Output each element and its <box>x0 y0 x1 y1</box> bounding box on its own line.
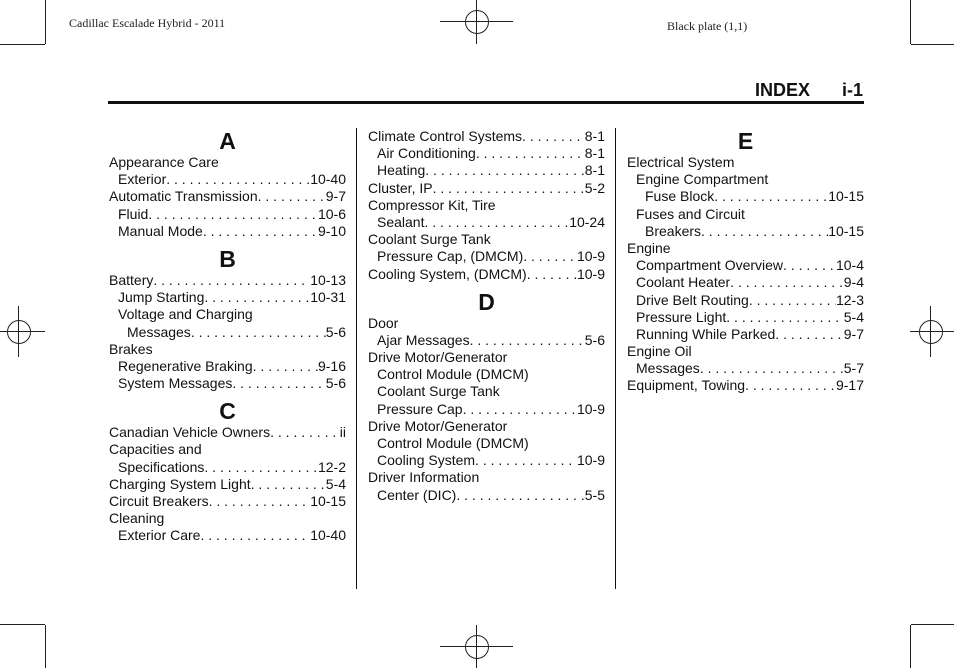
index-entry: Fuses and Circuit <box>636 205 745 222</box>
running-header-title: INDEX <box>754 80 810 100</box>
index-entry: Ajar Messages . . . 5-6 <box>368 332 605 349</box>
index-entry: System Messages . . . 5-6 <box>109 375 346 392</box>
index-entry: Cluster, IP . . . 5-2 <box>368 180 605 197</box>
index-entry: Battery . . . 10-13 <box>109 272 346 289</box>
section-letter-a: A <box>219 128 236 154</box>
running-header-page-number: i-1 <box>841 80 863 100</box>
index-entry: Climate Control Systems . . . 8-1 <box>368 128 605 145</box>
index-entry: Fuse Block . . . 10-15 <box>627 188 864 205</box>
index-entry: Air Conditioning . . . 8-1 <box>368 145 605 162</box>
index-entry: Coolant Heater . . . 9-4 <box>627 274 864 291</box>
index-entry: Control Module (DMCM) <box>377 366 529 383</box>
registration-mark-left-v <box>18 306 19 357</box>
index-entry: Cooling System . . . 10-9 <box>368 452 605 469</box>
index-entry: Equipment, Towing . . . 9-17 <box>627 377 864 394</box>
registration-mark-left <box>7 320 31 344</box>
crop-mark-bottom-left-h <box>0 624 45 625</box>
index-entry: Messages . . . 5-7 <box>627 360 864 377</box>
index-column-1 <box>109 128 346 545</box>
index-entry: Engine Compartment <box>636 171 769 188</box>
index-entry: Center (DIC) . . . 5-5 <box>368 487 605 504</box>
registration-mark-bottom <box>465 635 489 659</box>
index-entry: Exterior Care . . . 10-40 <box>109 527 346 544</box>
section-letter-c: C <box>219 398 236 425</box>
index-entry: Automatic Transmission . . . 9-7 <box>109 188 346 205</box>
index-entry: Driver Information <box>368 469 480 486</box>
crop-mark-top-left-v <box>45 0 46 44</box>
index-entry: Voltage and Charging <box>118 306 253 323</box>
index-entry: Breakers . . . 10-15 <box>627 223 864 240</box>
index-entry: Door <box>368 314 399 331</box>
crop-mark-bottom-right-h <box>911 624 954 625</box>
registration-mark-top-v <box>476 0 477 44</box>
index-entry: Pressure Light . . . 5-4 <box>627 309 864 326</box>
index-entry: Exterior . . . 10-40 <box>109 171 346 188</box>
crop-mark-top-left-h <box>0 44 45 45</box>
index-entry: Running While Parked . . . 9-7 <box>627 326 864 343</box>
index-entry: Compartment Overview . . . 10-4 <box>627 257 864 274</box>
registration-mark-right <box>919 320 943 344</box>
crop-mark-bottom-left-v <box>45 625 46 668</box>
index-entry: Circuit Breakers . . . 10-15 <box>109 493 346 510</box>
index-entry: Regenerative Braking . . . 9-16 <box>109 358 346 375</box>
section-letter-e: E <box>737 128 754 154</box>
index-entry: Electrical System <box>627 154 735 170</box>
index-entry: Control Module (DMCM) <box>377 435 529 451</box>
index-entry: Engine <box>627 239 671 256</box>
index-entry: Coolant Surge Tank <box>368 231 491 248</box>
crop-mark-bottom-right-v <box>910 625 911 668</box>
index-entry: Sealant . . . 10-24 <box>368 214 605 231</box>
index-entry: Appearance Care <box>109 154 219 170</box>
registration-mark-right-v <box>930 306 931 357</box>
index-entry: Capacities and <box>109 441 202 458</box>
index-entry: Specifications . . . 12-2 <box>109 459 346 476</box>
index-entry: Charging System Light . . . 5-4 <box>109 476 346 493</box>
plate-vehicle-label: Cadillac Escalade Hybrid - 2011 <box>69 16 226 30</box>
index-entry: Engine Oil <box>627 343 692 360</box>
index-column-2 <box>368 128 605 504</box>
index-entry: Coolant Surge Tank <box>377 383 500 400</box>
registration-mark-left-h <box>0 331 45 332</box>
index-entry: Canadian Vehicle Owners . . . ii <box>109 424 346 441</box>
registration-mark-top <box>465 10 489 34</box>
index-entry: Jump Starting . . . 10-31 <box>109 289 346 306</box>
column-divider-2 <box>615 128 616 589</box>
header-rule <box>108 101 864 104</box>
section-letter-d: D <box>478 288 495 315</box>
index-entry: Brakes <box>109 340 153 357</box>
index-entry: Drive Motor/Generator <box>368 417 508 434</box>
index-entry: Fluid . . . 10-6 <box>109 206 346 223</box>
index-entry: Drive Belt Routing . . . 12-3 <box>627 292 864 309</box>
index-entry: Cooling System, (DMCM) . . . 10-9 <box>368 266 605 283</box>
index-entry: Pressure Cap, (DMCM) . . . 10-9 <box>368 248 605 265</box>
index-entry: Heating . . . 8-1 <box>368 162 605 179</box>
registration-mark-bottom-v <box>476 625 477 668</box>
index-entry: Cleaning <box>109 510 165 527</box>
crop-mark-top-right-v <box>910 0 911 44</box>
column-divider-1 <box>356 128 357 589</box>
index-entry: Drive Motor/Generator <box>368 349 508 366</box>
index-entry: Messages . . . 5-6 <box>109 324 346 341</box>
index-column-3 <box>627 128 864 395</box>
index-entry: Manual Mode . . . 9-10 <box>109 223 346 240</box>
index-entry: Pressure Cap . . . 10-9 <box>368 401 605 418</box>
registration-mark-right-h <box>910 331 954 332</box>
plate-info-label: Black plate (1,1) <box>667 19 748 33</box>
section-letter-b: B <box>219 245 236 272</box>
crop-mark-top-right-h <box>911 44 954 45</box>
index-entry: Compressor Kit, Tire <box>368 196 496 213</box>
